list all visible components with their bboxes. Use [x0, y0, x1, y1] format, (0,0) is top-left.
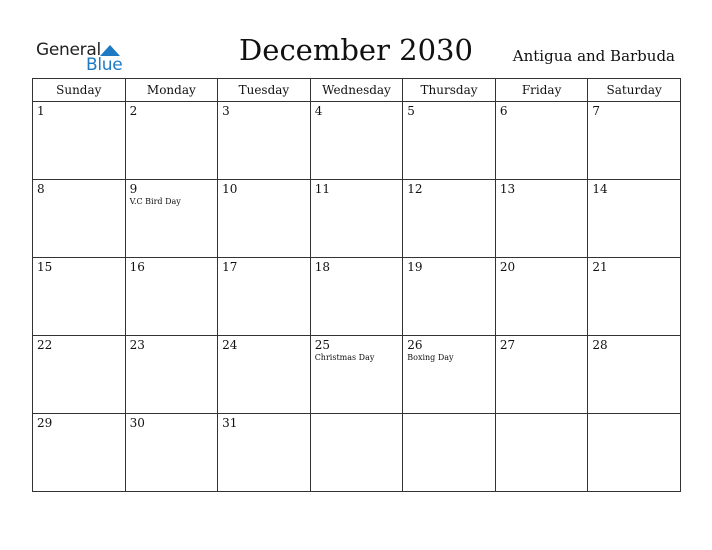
week-row — [33, 258, 681, 336]
weekday-header: Tuesday — [218, 79, 311, 102]
day-number: 5 — [407, 104, 415, 118]
day-cell — [125, 336, 218, 414]
day-number: 11 — [314, 182, 330, 196]
day-cell — [310, 102, 403, 180]
day-number: 3 — [222, 104, 230, 118]
calendar-title: December 2030 — [239, 33, 473, 67]
day-number: 25 — [314, 338, 330, 352]
day-number: 21 — [592, 260, 608, 274]
day-number: 7 — [592, 104, 601, 118]
calendar-grid — [32, 78, 681, 492]
day-cell — [588, 336, 681, 414]
day-cell — [403, 258, 496, 336]
day-cell — [495, 414, 588, 492]
day-number — [311, 414, 403, 417]
day-cell — [33, 180, 126, 258]
day-number — [588, 414, 680, 417]
day-number: 4 — [314, 104, 323, 118]
day-cell — [218, 102, 311, 180]
day-number: 30 — [129, 416, 145, 430]
day-number: 23 — [129, 338, 145, 352]
day-number: 17 — [222, 260, 238, 274]
day-number: 29 — [37, 416, 53, 430]
day-cell — [310, 258, 403, 336]
day-number: 10 — [222, 182, 238, 196]
day-number: 20 — [499, 260, 516, 274]
logo-text-blue: Blue — [86, 55, 123, 75]
week-row — [33, 102, 681, 180]
logo-text-general: General — [36, 40, 101, 60]
day-number: 6 — [499, 104, 508, 118]
day-number: 28 — [592, 338, 608, 352]
weekday-header-row — [33, 79, 681, 102]
day-cell — [495, 258, 588, 336]
day-number: 22 — [37, 338, 53, 352]
day-cell — [218, 258, 311, 336]
weekday-header: Monday — [125, 79, 218, 102]
day-cell — [125, 414, 218, 492]
day-cell — [33, 258, 126, 336]
day-cell — [33, 102, 126, 180]
day-cell — [588, 180, 681, 258]
holiday-label: Christmas Day — [314, 353, 375, 362]
day-cell — [125, 258, 218, 336]
day-number: 13 — [499, 182, 516, 196]
day-number: 15 — [37, 260, 53, 274]
day-number: 9 — [129, 182, 138, 196]
holiday-label: Boxing Day — [407, 353, 454, 362]
day-cell — [125, 180, 218, 258]
day-cell — [403, 414, 496, 492]
day-cell — [218, 180, 311, 258]
weekday-header: Saturday — [588, 79, 681, 102]
day-number: 19 — [407, 260, 423, 274]
day-cell — [33, 414, 126, 492]
country-name: Antigua and Barbuda — [512, 47, 675, 65]
day-cell — [125, 102, 218, 180]
weekday-header: Friday — [495, 79, 588, 102]
day-number — [496, 414, 588, 417]
day-number — [403, 414, 495, 417]
day-number: 18 — [314, 260, 330, 274]
day-number: 8 — [37, 182, 45, 196]
day-cell — [403, 336, 496, 414]
weekday-header: Sunday — [33, 79, 126, 102]
week-row — [33, 180, 681, 258]
day-number: 2 — [129, 104, 138, 118]
day-cell — [495, 102, 588, 180]
day-cell — [495, 336, 588, 414]
day-cell — [495, 180, 588, 258]
day-cell — [218, 336, 311, 414]
day-cell — [218, 414, 311, 492]
day-cell — [588, 102, 681, 180]
week-row — [33, 336, 681, 414]
day-cell — [33, 336, 126, 414]
weekday-header: Wednesday — [310, 79, 403, 102]
day-number: 31 — [222, 416, 238, 430]
weekday-header: Thursday — [403, 79, 496, 102]
day-number: 1 — [37, 104, 45, 118]
day-cell — [310, 180, 403, 258]
day-number: 26 — [407, 338, 423, 352]
day-number: 27 — [499, 338, 516, 352]
day-cell — [588, 414, 681, 492]
day-cell — [403, 180, 496, 258]
day-cell — [403, 102, 496, 180]
day-cell — [588, 258, 681, 336]
day-cell — [310, 414, 403, 492]
day-number: 12 — [407, 182, 423, 196]
day-number: 16 — [129, 260, 145, 274]
day-cell — [310, 336, 403, 414]
day-number: 24 — [222, 338, 238, 352]
holiday-label: V.C Bird Day — [129, 197, 181, 206]
day-number: 14 — [592, 182, 608, 196]
week-row — [33, 414, 681, 492]
